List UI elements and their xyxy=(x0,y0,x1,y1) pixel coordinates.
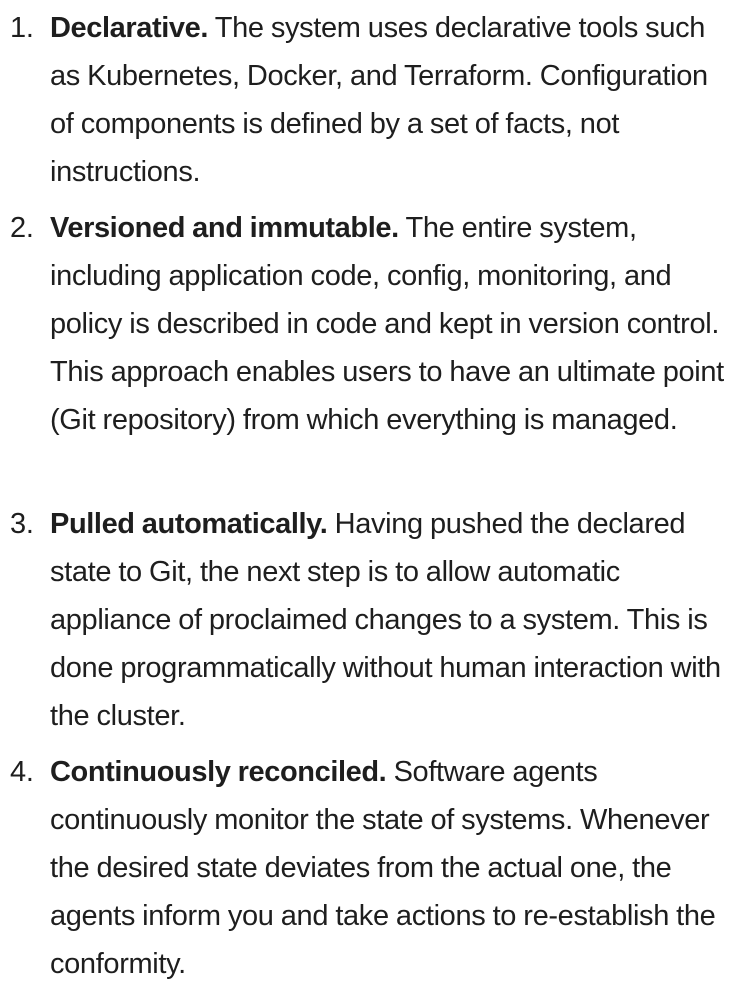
item-number: 2. xyxy=(10,212,34,244)
item-text xyxy=(50,4,726,196)
item-text xyxy=(50,500,726,740)
item-lead: Declarative. xyxy=(50,12,209,44)
item-lead: Pulled automatically. xyxy=(50,508,328,540)
item-number: 4. xyxy=(10,756,34,788)
item-number: 3. xyxy=(10,508,34,540)
item-body: The entire system, including application code, config, monitoring, and policy is described in code and kept in version control. This approach enables users to have an ultimate point (Git repository) from which everything is managed. xyxy=(50,212,724,436)
item-lead: Versioned and immutable. xyxy=(50,212,399,244)
item-lead: Continuously reconciled. xyxy=(50,756,387,788)
item-body: The system uses declarative tools such as Kubernetes, Docker, and Terraform. Configuration of components is defined by a set of facts, not instructions. xyxy=(50,12,708,188)
item-body: Having pushed the declared state to Git, the next step is to allow automatic appliance of proclaimed changes to a system. This is done programmatically without human interaction with the cluster. xyxy=(50,508,721,732)
item-text xyxy=(50,204,726,444)
item-body: Software agents continuously monitor the state of systems. Whenever the desired state deviates from the actual one, the agents inform you and take actions to re-establish the conformity. xyxy=(50,756,716,980)
item-text xyxy=(50,748,726,988)
item-number: 1. xyxy=(10,12,34,44)
